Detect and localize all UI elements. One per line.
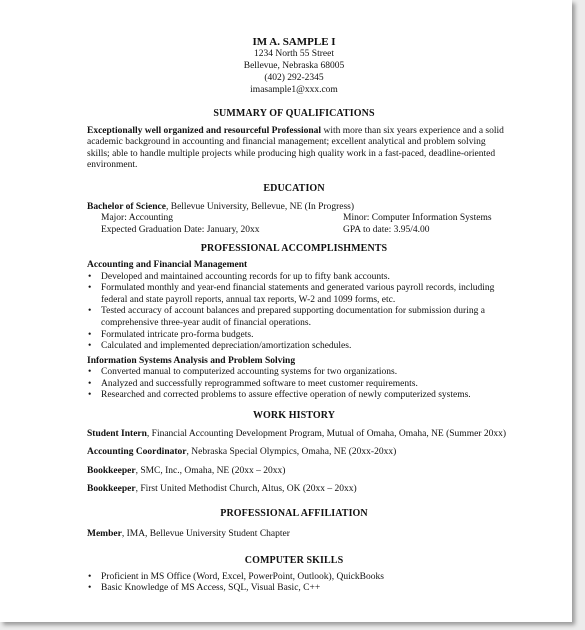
list-item: • Basic Knowledge of MS Access, SQL, Visual Basic, C++ (87, 583, 507, 595)
job-title: Bookkeeper (87, 465, 136, 476)
phone-number: (402) 292-2345 (264, 73, 324, 83)
job-detail: , SMC, Inc., Omaha, NE (20xx – 20xx) (135, 465, 286, 476)
skills-list (87, 572, 507, 595)
list-item: • Calculated and implemented depreciation/amortization schedules. (87, 341, 507, 353)
graduation-date: Expected Graduation Date: January, 20xx (101, 224, 260, 235)
job-entry (87, 447, 507, 459)
list-item: • Analyzed and successfully reprogrammed software to meet customer requirements. (87, 379, 507, 391)
email-address: imasample1@xxx.com (250, 85, 338, 95)
address-line-1: 1234 North 55 Street (254, 49, 334, 59)
affiliation-role: Member (87, 528, 122, 539)
gpa: GPA to date: 3.95/4.00 (343, 224, 430, 235)
list-item: • Developed and maintained accounting records for up to fifty bank accounts. (87, 272, 507, 284)
skills-heading: COMPUTER SKILLS (244, 555, 344, 567)
list-item: • Proficient in MS Office (Word, Excel, PowerPoint, Outlook), QuickBooks (87, 572, 507, 584)
degree-line (87, 202, 507, 214)
list-item: • Converted manual to computerized accounting systems for two organizations. (87, 367, 507, 379)
major-minor-row (87, 213, 507, 225)
job-detail: , Financial Accounting Development Program, Mutual of Omaha, Omaha, NE (Summer 20xx) (146, 428, 506, 439)
minor: Minor: Computer Information Systems (343, 213, 492, 224)
accomplishments-heading: PROFESSIONAL ACCOMPLISHMENTS (200, 243, 388, 255)
affiliation-entry (87, 529, 507, 541)
job-entry (87, 429, 507, 441)
contact-header (87, 36, 501, 96)
job-detail: , Nebraska Special Olympics, Omaha, NE (20xx-20xx) (186, 447, 397, 458)
job-entry (87, 484, 507, 496)
degree-title: Bachelor of Science (87, 201, 166, 212)
summary-lead: Exceptionally well organized and resourceful Professional (87, 125, 322, 136)
summary-paragraph (87, 126, 507, 172)
job-title: Bookkeeper (87, 484, 136, 495)
major: Major: Accounting (101, 213, 174, 224)
systems-list (87, 367, 507, 402)
applicant-name: IM A. SAMPLE I (252, 36, 336, 48)
graduation-gpa-row (87, 225, 507, 237)
work-history-heading: WORK HISTORY (252, 410, 336, 422)
accounting-list (87, 272, 507, 353)
address-line-2: Bellevue, Nebraska 68005 (243, 61, 345, 71)
accounting-subheading: Accounting and Financial Management (87, 259, 248, 270)
job-title: Accounting Coordinator (87, 447, 187, 458)
school-name: , Bellevue University, Bellevue, NE (In Progress) (165, 201, 355, 212)
summary-heading: SUMMARY OF QUALIFICATIONS (213, 108, 375, 119)
list-item: • Formulated monthly and year-end financial statements and generated various payroll records, including federal and state payroll reports, annual tax reports, W-2 and 1099 forms, etc. (87, 283, 507, 306)
job-entry (87, 466, 507, 478)
education-heading: EDUCATION (263, 182, 325, 194)
job-detail: , First United Methodist Church, Altus, OK (20xx – 20xx) (135, 484, 357, 495)
job-title: Student Intern (87, 428, 147, 439)
affiliation-heading: PROFESSIONAL AFFILIATION (220, 508, 368, 520)
list-item: • Tested accuracy of account balances and prepared supporting documentation for submission during a comprehensive three-year audit of financial operations. (87, 306, 507, 329)
list-item: • Researched and corrected problems to assure effective operation of newly computerized systems. (87, 390, 507, 402)
systems-subheading: Information Systems Analysis and Problem Solving (87, 355, 296, 366)
summary-text: with more than six years experience and a solid academic background in accounting and financial management; excellent analytical and problem solving skills; able to handle multiple projects while producing high quality work in a fast-paced, deadline-oriented environment. (87, 125, 504, 171)
affiliation-detail: , IMA, Bellevue University Student Chapter (121, 528, 290, 539)
list-item: • Formulated intricate pro-forma budgets. (87, 330, 507, 342)
